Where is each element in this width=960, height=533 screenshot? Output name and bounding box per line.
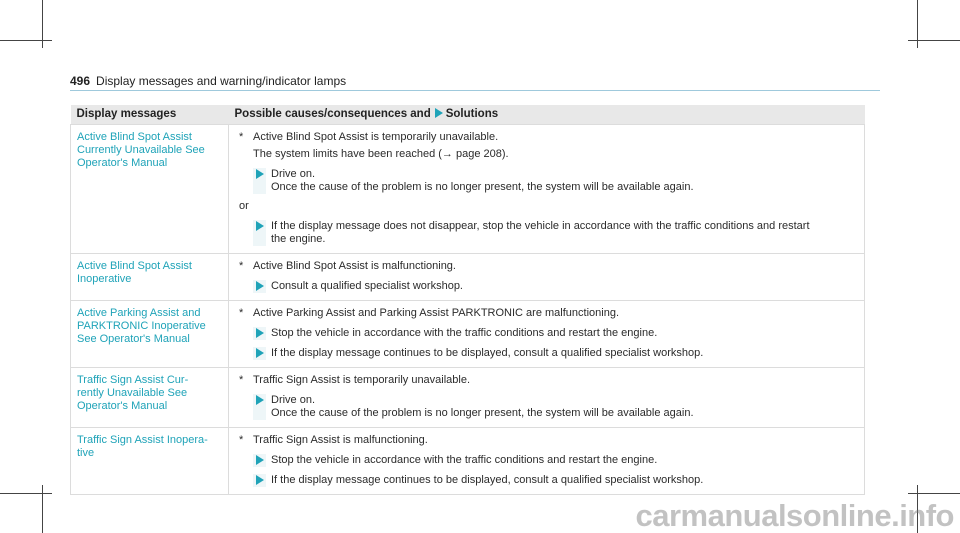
cause-text bbox=[239, 434, 858, 447]
cause-label: Active Parking Assist and Parking Assist PARKTRONIC are malfunctioning. bbox=[253, 307, 619, 319]
display-message-line: PARKTRONIC Inoperative bbox=[77, 320, 206, 332]
crop-mark bbox=[0, 40, 52, 41]
solution-arrow-icon bbox=[256, 455, 264, 465]
column-header-solutions-label: Solutions bbox=[445, 108, 499, 120]
crop-mark bbox=[0, 493, 52, 494]
cause-label: Traffic Sign Assist is malfunctioning. bbox=[253, 434, 428, 446]
table-row bbox=[71, 368, 865, 428]
display-message-cell bbox=[71, 301, 229, 368]
solution-line: the engine. bbox=[271, 233, 326, 245]
asterisk-icon: * bbox=[239, 434, 244, 446]
solution-arrow-icon bbox=[256, 395, 264, 405]
display-message-line: Traffic Sign Assist Cur- bbox=[77, 374, 189, 386]
page-number: 496 bbox=[70, 74, 91, 88]
solution-step bbox=[253, 168, 858, 194]
solution-arrow-icon bbox=[256, 221, 264, 231]
display-message-line: Traffic Sign Assist Inopera- bbox=[77, 434, 208, 446]
solution-arrow-icon bbox=[256, 475, 264, 485]
solution-line: Once the cause of the problem is no longer present, the system will be available again. bbox=[271, 407, 694, 419]
display-message-line: See Operator's Manual bbox=[77, 333, 190, 345]
or-text: or bbox=[239, 200, 249, 212]
watermark: carmanualsonline.info bbox=[635, 498, 954, 533]
table-row bbox=[71, 125, 865, 254]
solution-line: Consult a qualified specialist workshop. bbox=[271, 280, 463, 292]
display-message-line: Operator's Manual bbox=[77, 157, 168, 169]
display-message-line: Currently Unavailable See bbox=[77, 144, 205, 156]
solution-arrow-icon bbox=[256, 328, 264, 338]
solution-arrow-icon bbox=[256, 281, 264, 291]
asterisk-icon: * bbox=[239, 307, 244, 319]
causes-solutions-cell bbox=[229, 301, 865, 368]
cause-text bbox=[239, 307, 858, 320]
solution-step bbox=[253, 280, 858, 293]
display-messages-table bbox=[70, 105, 865, 495]
display-message-line: Active Blind Spot Assist bbox=[77, 260, 192, 272]
display-message-cell bbox=[71, 368, 229, 428]
note-text: The system limits have been reached (→ page 208). bbox=[253, 148, 509, 160]
column-header-causes-solutions bbox=[229, 105, 865, 125]
solution-line: If the display message continues to be displayed, consult a qualified specialist workshop. bbox=[271, 474, 704, 486]
causes-solutions-cell bbox=[229, 125, 865, 254]
asterisk-icon: * bbox=[239, 260, 244, 272]
header-divider bbox=[70, 90, 880, 91]
causes-solutions-cell bbox=[229, 254, 865, 301]
causes-solutions-cell bbox=[229, 368, 865, 428]
asterisk-icon: * bbox=[239, 374, 244, 386]
table-row bbox=[71, 254, 865, 301]
crop-mark bbox=[908, 493, 960, 494]
causes-solutions-cell bbox=[229, 428, 865, 495]
display-message-cell bbox=[71, 125, 229, 254]
page-header bbox=[70, 72, 880, 92]
solution-arrow-icon bbox=[256, 348, 264, 358]
display-message-line: tive bbox=[77, 447, 95, 459]
solution-line: Stop the vehicle in accordance with the traffic conditions and restart the engine. bbox=[271, 454, 658, 466]
display-message-cell bbox=[71, 254, 229, 301]
cause-text bbox=[239, 260, 858, 273]
cause-label: Active Blind Spot Assist is temporarily unavailable. bbox=[253, 131, 499, 143]
solution-step bbox=[253, 327, 858, 340]
cause-label: Active Blind Spot Assist is malfunctioning. bbox=[253, 260, 456, 272]
page-title: Display messages and warning/indicator lamps bbox=[96, 74, 347, 88]
cause-text bbox=[239, 131, 858, 144]
display-message-line: Operator's Manual bbox=[77, 400, 168, 412]
solution-step bbox=[253, 454, 858, 467]
solution-line: If the display message continues to be displayed, consult a qualified specialist workshop. bbox=[271, 347, 704, 359]
display-message-cell bbox=[71, 428, 229, 495]
solution-arrow-icon bbox=[435, 108, 443, 118]
solution-arrow-icon bbox=[256, 169, 264, 179]
solution-step bbox=[253, 220, 858, 246]
display-message-line: rently Unavailable See bbox=[77, 387, 188, 399]
solution-line: Drive on. bbox=[271, 168, 316, 180]
solution-line: Once the cause of the problem is no longer present, the system will be available again. bbox=[271, 181, 694, 193]
solution-step bbox=[253, 474, 858, 487]
table-row bbox=[71, 428, 865, 495]
solution-line: Drive on. bbox=[271, 394, 316, 406]
table-row bbox=[71, 301, 865, 368]
display-message-line: Inoperative bbox=[77, 273, 132, 285]
cause-label: Traffic Sign Assist is temporarily unavailable. bbox=[253, 374, 471, 386]
asterisk-icon: * bbox=[239, 131, 244, 143]
table-header-row bbox=[71, 105, 865, 125]
solution-line: Stop the vehicle in accordance with the traffic conditions and restart the engine. bbox=[271, 327, 658, 339]
solution-line: If the display message does not disappear, stop the vehicle in accordance with the traffic conditions and restart bbox=[271, 220, 810, 232]
display-message-line: Active Blind Spot Assist bbox=[77, 131, 192, 143]
display-message-line: Active Parking Assist and bbox=[77, 307, 201, 319]
solution-step bbox=[253, 347, 858, 360]
cause-text bbox=[239, 374, 858, 387]
column-header-causes-label: Possible causes/consequences and bbox=[234, 108, 431, 120]
column-header-display-messages: Display messages bbox=[71, 105, 229, 125]
crop-mark bbox=[908, 40, 960, 41]
solution-step bbox=[253, 394, 858, 420]
